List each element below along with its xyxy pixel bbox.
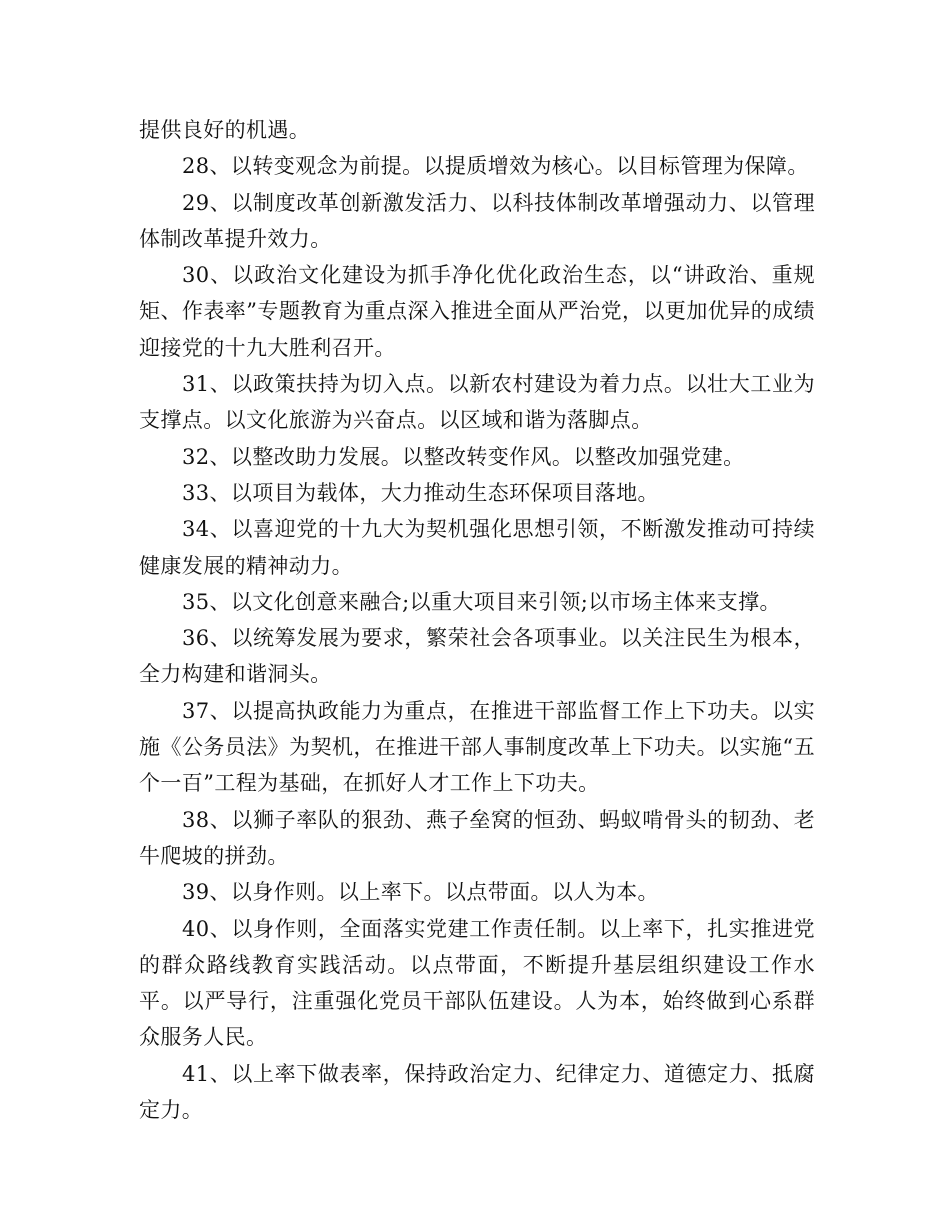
- paragraph: 29、以制度改革创新激发活力、以科技体制改革增强动力、以管理体制改革提升效力。: [139, 190, 815, 251]
- paragraph: 36、以统筹发展为要求，繁荣社会各项事业。以关注民生为根本，全力构建和谐洞头。: [139, 626, 815, 687]
- paragraph: 31、以政策扶持为切入点。以新农村建设为着力点。以壮大工业为支撑点。以文化旅游为兴奋点。以区域和谐为落脚点。: [139, 372, 815, 433]
- paragraph: 33、以项目为载体，大力推动生态环保项目落地。: [182, 480, 659, 505]
- paragraph: 提供良好的机遇。: [139, 118, 311, 142]
- paragraph: 39、以身作则。以上率下。以点带面。以人为本。: [182, 880, 659, 905]
- paragraph: 34、以喜迎党的十九大为契机强化思想引领，不断激发推动可持续健康发展的精神动力。: [139, 517, 815, 578]
- paragraph: 30、以政治文化建设为抓手净化优化政治生态，以“讲政治、重规矩、作表率”专题教育为重点深入推进全面从严治党，以更加优异的成绩迎接党的十九大胜利召开。: [139, 263, 815, 360]
- paragraph: 41、以上率下做表率，保持政治定力、纪律定力、道德定力、抵腐定力。: [139, 1061, 815, 1123]
- paragraph: 35、以文化创意来融合;以重大项目来引领;以市场主体来支撑。: [182, 589, 781, 614]
- paragraph: 37、以提高执政能力为重点，在推进干部监督工作上下功夫。以实施《公务员法》为契机，在推进干部人事制度改革上下功夫。以实施“五个一百”工程为基础，在抓好人才工作上下功夫。: [139, 698, 815, 796]
- paragraph: 32、以整改助力发展。以整改转变作风。以整改加强党建。: [182, 444, 745, 469]
- paragraph: 38、以狮子率队的狠劲、燕子垒窝的恒劲、蚂蚁啃骨头的韧劲、老牛爬坡的拼劲。: [139, 807, 815, 868]
- paragraph: 28、以转变观念为前提。以提质增效为核心。以目标管理为保障。: [182, 154, 809, 179]
- document-body: [139, 112, 815, 1128]
- paragraph: 40、以身作则，全面落实党建工作责任制。以上率下，扎实推进党的群众路线教育实践活动。以点带面，不断提升基层组织建设工作水平。以严导行，注重强化党员干部队伍建设。人为本，始终做到心系群众服务人民。: [139, 916, 815, 1050]
